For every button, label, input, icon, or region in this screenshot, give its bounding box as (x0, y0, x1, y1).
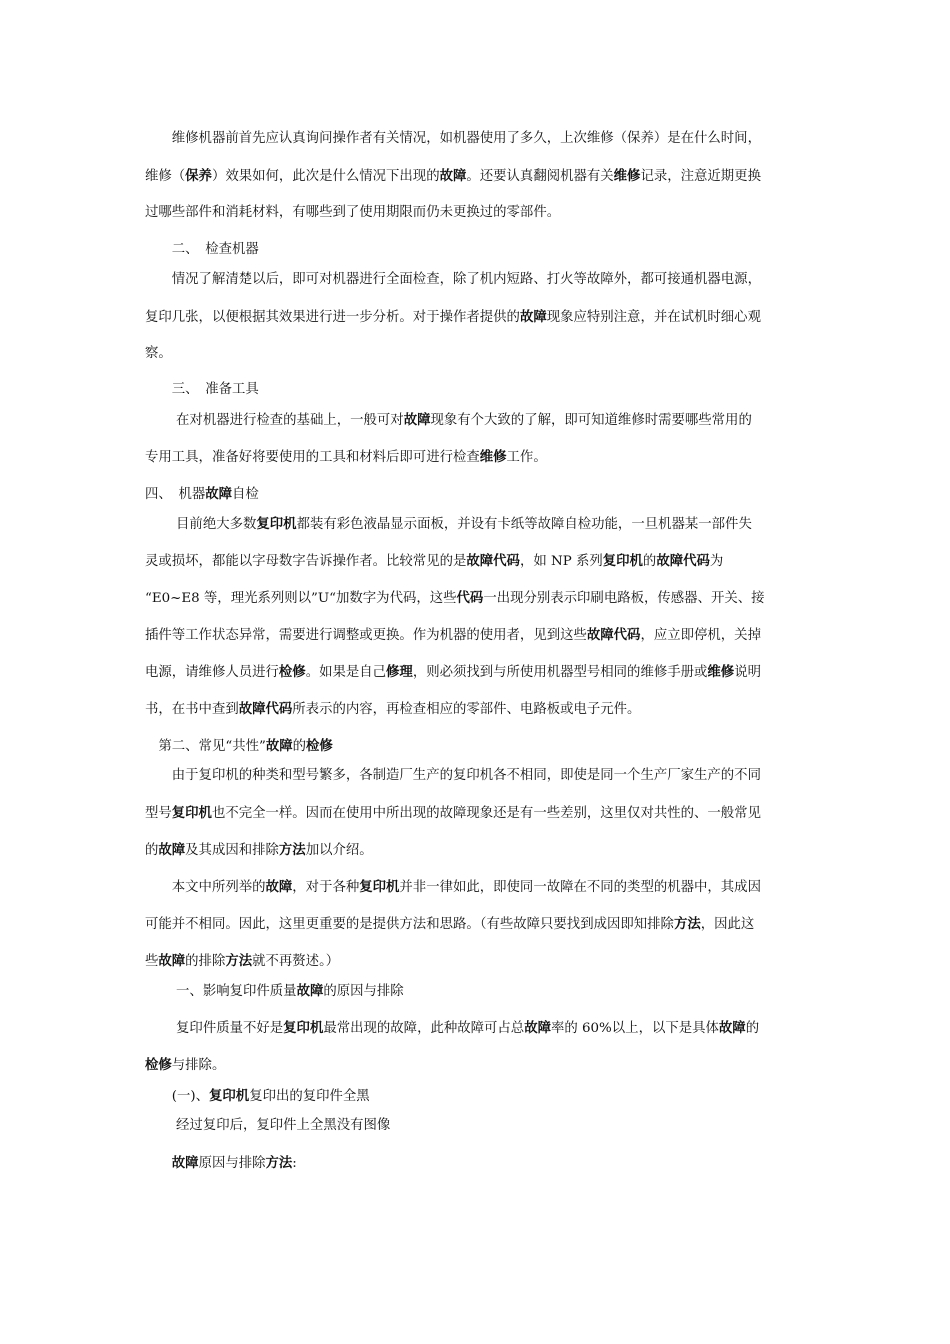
text-run: 二、 检查机器 (145, 242, 259, 257)
text-run: 所表示的内容，再检查相应的零部件、电路板或电子元件。 (292, 702, 641, 717)
bold-keyword: 检修 (145, 1057, 172, 1073)
bold-keyword: 复印机 (209, 1088, 250, 1104)
text-line (145, 700, 640, 719)
text-run: 电源，请维修人员进行 (145, 665, 279, 680)
bold-keyword: 故障 (205, 486, 233, 502)
bold-keyword: 故障 (403, 412, 431, 428)
text-run: 过哪些部件和消耗材料，有哪些到了使用期限而仍未更换过的零部件。 (145, 205, 561, 220)
text-line (145, 1087, 370, 1106)
text-run: ，则必须找到与所使用机器型号相同的维修手册或 (412, 665, 708, 680)
text-run: 插件等工作状态异常，需要进行调整或更换。作为机器的使用者，见到这些 (145, 628, 587, 643)
text-line (145, 663, 761, 682)
bold-keyword: 故障 (296, 983, 324, 999)
bold-keyword: 方法 (278, 842, 306, 858)
text-run: 维修机器前首先应认真询问操作者有关情况，如机器使用了多久，上次维修（保养）是在什么时间， (145, 131, 761, 146)
text-run: 复印出的复印件全黑 (249, 1089, 370, 1104)
bold-keyword: 方法 (225, 953, 253, 969)
text-run: 在对机器进行检查的基础上，一般可对 (145, 413, 404, 428)
text-run: 。还要认真翻阅机器有关 (466, 169, 614, 184)
text-run: 及其成因和排除 (185, 843, 279, 858)
text-run: 三、 准备工具 (145, 382, 259, 397)
text-run: ，如 NP 系列 (519, 554, 603, 569)
text-line (145, 130, 761, 148)
text-line (145, 589, 765, 608)
text-run: 复印件质量不好是 (145, 1021, 284, 1036)
bold-keyword: 故障 (158, 953, 186, 969)
bold-keyword: 维修 (479, 449, 507, 465)
bold-keyword: 维修 (707, 664, 735, 680)
bold-keyword: 故障代码 (466, 553, 520, 569)
text-run: 的 (145, 843, 159, 858)
text-line (145, 167, 761, 186)
bold-keyword: 维修 (613, 168, 641, 184)
text-run: 并非一律如此，即使同一故障在不同的类型的机器中，其成因 (399, 880, 761, 895)
text-run: ，应立即停机，关掉 (640, 628, 761, 643)
text-run: 察。 (145, 346, 172, 361)
bold-keyword: 故障 (265, 879, 293, 895)
bold-keyword: 方法 (265, 1155, 293, 1171)
text-line (145, 952, 339, 971)
text-line (145, 485, 259, 504)
text-line (145, 411, 752, 430)
text-line (145, 804, 761, 823)
text-run: 也不完全一样。因而在使用中所出现的故障现象还是有一些差别，这里仅对共性的、一般常见 (211, 806, 761, 821)
text-line (145, 345, 172, 363)
bold-keyword: 代码 (456, 590, 484, 606)
bold-keyword: 故障 (158, 842, 186, 858)
text-run: 四、 机器 (145, 487, 206, 502)
text-line (145, 1117, 390, 1135)
text-run: : (292, 1156, 297, 1171)
text-run: 的排除 (185, 954, 226, 969)
text-run: 最常出现的故障，此种故障可占总 (323, 1021, 525, 1036)
text-run: 的原因与排除 (323, 984, 404, 999)
text-run: 自检 (232, 487, 259, 502)
bold-keyword: 复印机 (283, 1020, 324, 1036)
text-run: 现象应特别注意，并在试机时细心观 (546, 310, 761, 325)
text-run: ，对于各种 (292, 880, 360, 895)
text-run: 第二、常见“共性” (145, 739, 266, 754)
bold-keyword: 故障代码 (238, 701, 293, 717)
text-run: 原因与排除 (198, 1156, 266, 1171)
bold-keyword: 故障 (171, 1155, 199, 1171)
bold-keyword: 故障代码 (656, 553, 710, 569)
bold-keyword: 修理 (386, 664, 413, 680)
text-line (145, 878, 761, 897)
text-run: 就不再赘述。） (252, 954, 340, 969)
text-run: 专用工具，准备好将要使用的工具和材料后即可进行检查 (145, 450, 480, 465)
bold-keyword: 保养 (185, 168, 212, 184)
text-run: 经过复印后，复印件上全黑没有图像 (145, 1118, 391, 1133)
text-line (145, 204, 560, 222)
text-run: 工作。 (506, 450, 547, 465)
text-run: 说明 (734, 665, 761, 680)
text-run: 加以介绍。 (305, 843, 373, 858)
text-line (145, 915, 754, 934)
bold-keyword: 故障 (265, 738, 293, 754)
text-run: 现象有个大致的了解，即可知道维修时需要哪些常用的 (430, 413, 752, 428)
text-line (145, 767, 761, 785)
text-run: 一出现分别表示印刷电路板，传感器、开关、接 (483, 591, 765, 606)
bold-keyword: 复印机 (602, 553, 643, 569)
text-run: 型号 (145, 806, 172, 821)
text-run: 的 (292, 739, 306, 754)
text-run: 情况了解清楚以后，即可对机器进行全面检查，除了机内短路、打火等故障外，都可接通机器电源， (145, 272, 761, 287)
text-line (145, 448, 547, 467)
bold-keyword: 故障 (524, 1020, 551, 1036)
text-line (145, 552, 723, 571)
text-run: 都装有彩色液晶显示面板，并设有卡纸等故障自检功能，一旦机器某一部件失 (296, 517, 752, 532)
text-run: 为 (709, 554, 724, 569)
text-line (145, 737, 333, 756)
text-line (145, 381, 259, 399)
bold-keyword: 复印机 (256, 516, 297, 532)
text-run: ，因此这 (700, 917, 755, 932)
text-run: 由于复印机的种类和型号繁多，各制造厂生产的复印机各不相同，即使是同一个生产厂家生产的不同 (145, 768, 761, 783)
text-line (145, 271, 761, 289)
text-run: 书，在书中查到 (145, 702, 239, 717)
text-run: 维修（ (145, 169, 186, 184)
text-line (145, 982, 404, 1001)
text-run: (一)、 (145, 1089, 210, 1104)
text-run (145, 1156, 172, 1171)
text-run: 。如果是自己 (305, 665, 387, 680)
text-line (145, 1154, 297, 1173)
text-line (145, 308, 761, 327)
text-run: 一、影响复印件质量 (145, 984, 297, 999)
text-line (145, 241, 259, 259)
bold-keyword: 方法 (673, 916, 701, 932)
text-run: 率的 60%以上，以下是具体 (550, 1021, 719, 1036)
text-line (145, 1056, 225, 1075)
text-run: 可能并不相同。因此，这里更重要的是提供方法和思路。（有些故障只要找到成因即知排除 (145, 917, 674, 932)
text-run: 些 (145, 954, 159, 969)
text-run: 记录，注意近期更换 (640, 169, 761, 184)
bold-keyword: 故障 (519, 309, 547, 325)
bold-keyword: 复印机 (359, 879, 400, 895)
text-line (145, 515, 752, 534)
text-run: 目前绝大多数 (145, 517, 257, 532)
bold-keyword: 检修 (278, 664, 306, 680)
text-line (145, 626, 761, 645)
text-line (145, 1019, 759, 1038)
text-run: 的 (642, 554, 657, 569)
bold-keyword: 故障 (718, 1020, 746, 1036)
bold-keyword: 复印机 (171, 805, 212, 821)
text-run: 的 (745, 1021, 760, 1036)
bold-keyword: 故障 (439, 168, 467, 184)
text-line (145, 841, 373, 860)
text-run: 与排除。 (171, 1058, 226, 1073)
text-run: 本文中所列举的 (145, 880, 266, 895)
text-run: 灵或损坏，都能以字母数字告诉操作者。比较常见的是 (145, 554, 467, 569)
text-run: “E0~E8 等，理光系列则以”U“加数字为代码，这些 (145, 591, 457, 606)
bold-keyword: 故障代码 (586, 627, 641, 643)
text-run: 复印几张，以便根据其效果进行进一步分析。对于操作者提供的 (145, 310, 520, 325)
text-run: ）效果如何，此次是什么情况下出现的 (211, 169, 440, 184)
bold-keyword: 检修 (306, 738, 333, 754)
